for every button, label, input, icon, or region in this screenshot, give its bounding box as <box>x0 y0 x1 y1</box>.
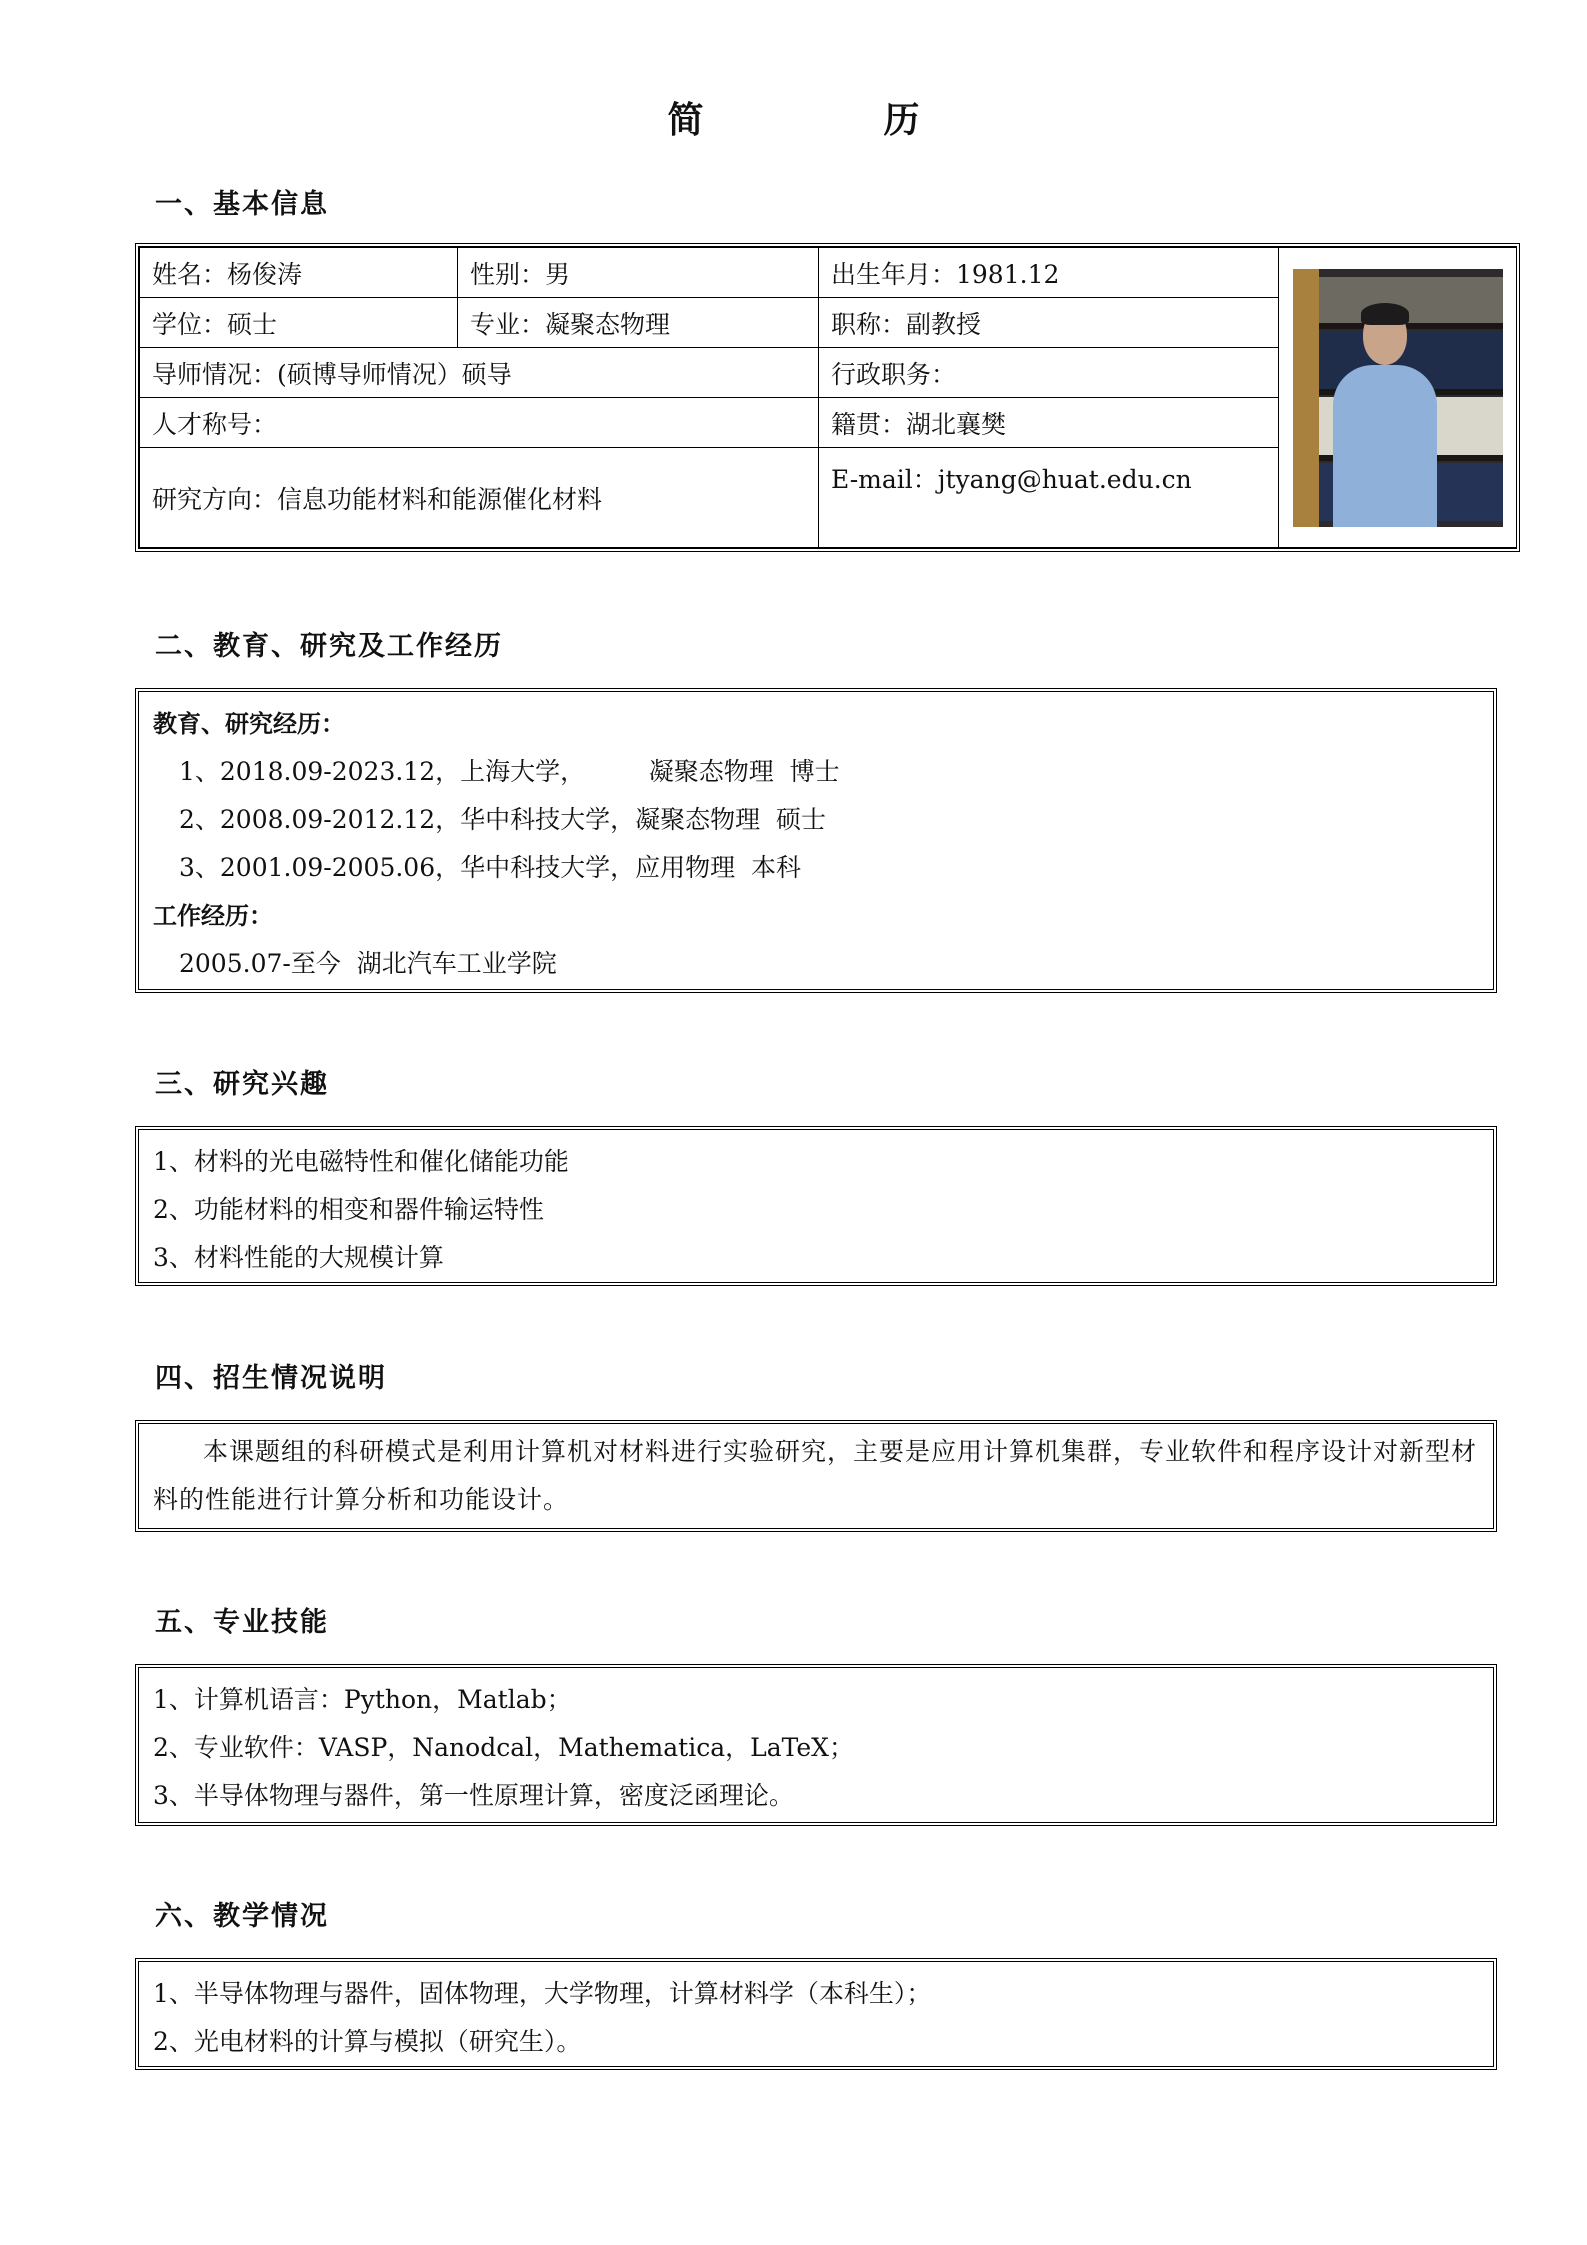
email-cell: E-mail：jtyang@huat.edu.cn <box>819 448 1279 548</box>
list-item: 2、2008.09-2012.12，华中科技大学，凝聚态物理 硕士 <box>179 805 827 834</box>
enrollment-box <box>135 1420 1497 1532</box>
degree-cell: 学位：硕士 <box>140 298 458 348</box>
heading-basic-info: 一、基本信息 <box>155 189 329 220</box>
title-char-1: 简 <box>667 100 704 141</box>
basic-info-table <box>135 243 1520 552</box>
list-item: 2005.07-至今 湖北汽车工业学院 <box>179 949 557 978</box>
education-box <box>135 688 1497 993</box>
title-cell: 职称：副教授 <box>819 298 1279 348</box>
teaching-box <box>135 1958 1497 2070</box>
heading-interest: 三、研究兴趣 <box>155 1069 329 1100</box>
gender-cell: 性别：男 <box>458 248 819 298</box>
advisor-cell: 导师情况：(硕博导师情况）硕导 <box>140 348 819 398</box>
list-item: 3、半导体物理与器件，第一性原理计算，密度泛函理论。 <box>153 1781 794 1810</box>
list-item: 1、2018.09-2023.12，上海大学， 凝聚态物理 博士 <box>179 757 840 786</box>
enrollment-text: 本课题组的科研模式是利用计算机对材料进行实验研究，主要是应用计算机集群，专业软件和程序设计对新型材料的性能进行计算分析和功能设计。 <box>153 1437 1478 1514</box>
name-cell: 姓名：杨俊涛 <box>140 248 458 298</box>
skills-box <box>135 1664 1497 1826</box>
list-item: 2、专业软件：VASP，Nanodcal，Mathematica，LaTeX； <box>153 1733 854 1762</box>
hometown-cell: 籍贯：湖北襄樊 <box>819 398 1279 448</box>
list-item: 1、材料的光电磁特性和催化储能功能 <box>153 1147 569 1176</box>
edu-label: 教育、研究经历： <box>153 710 345 738</box>
list-item: 3、2001.09-2005.06，华中科技大学，应用物理 本科 <box>179 853 802 882</box>
birth-cell: 出生年月：1981.12 <box>819 248 1279 298</box>
photo-cell <box>1279 248 1517 548</box>
interest-box <box>135 1126 1497 1286</box>
research-cell: 研究方向：信息功能材料和能源催化材料 <box>140 448 819 548</box>
heading-enrollment: 四、招生情况说明 <box>155 1363 387 1394</box>
heading-education: 二、教育、研究及工作经历 <box>155 631 503 662</box>
list-item: 2、功能材料的相变和器件输运特性 <box>153 1195 544 1224</box>
list-item: 1、计算机语言：Python，Matlab； <box>153 1685 572 1714</box>
list-item: 3、材料性能的大规模计算 <box>153 1243 444 1272</box>
profile-photo <box>1293 269 1503 527</box>
major-cell: 专业：凝聚态物理 <box>458 298 819 348</box>
talent-cell: 人才称号： <box>140 398 819 448</box>
list-item: 1、半导体物理与器件，固体物理，大学物理，计算材料学（本科生）； <box>153 1979 932 2008</box>
page-title <box>0 92 1587 143</box>
heading-teaching: 六、教学情况 <box>155 1901 329 1932</box>
list-item: 2、光电材料的计算与模拟（研究生）。 <box>153 2027 582 2056</box>
admin-cell: 行政职务： <box>819 348 1279 398</box>
title-char-2: 历 <box>883 100 920 141</box>
work-label: 工作经历： <box>153 902 273 930</box>
heading-skills: 五、专业技能 <box>155 1607 329 1638</box>
